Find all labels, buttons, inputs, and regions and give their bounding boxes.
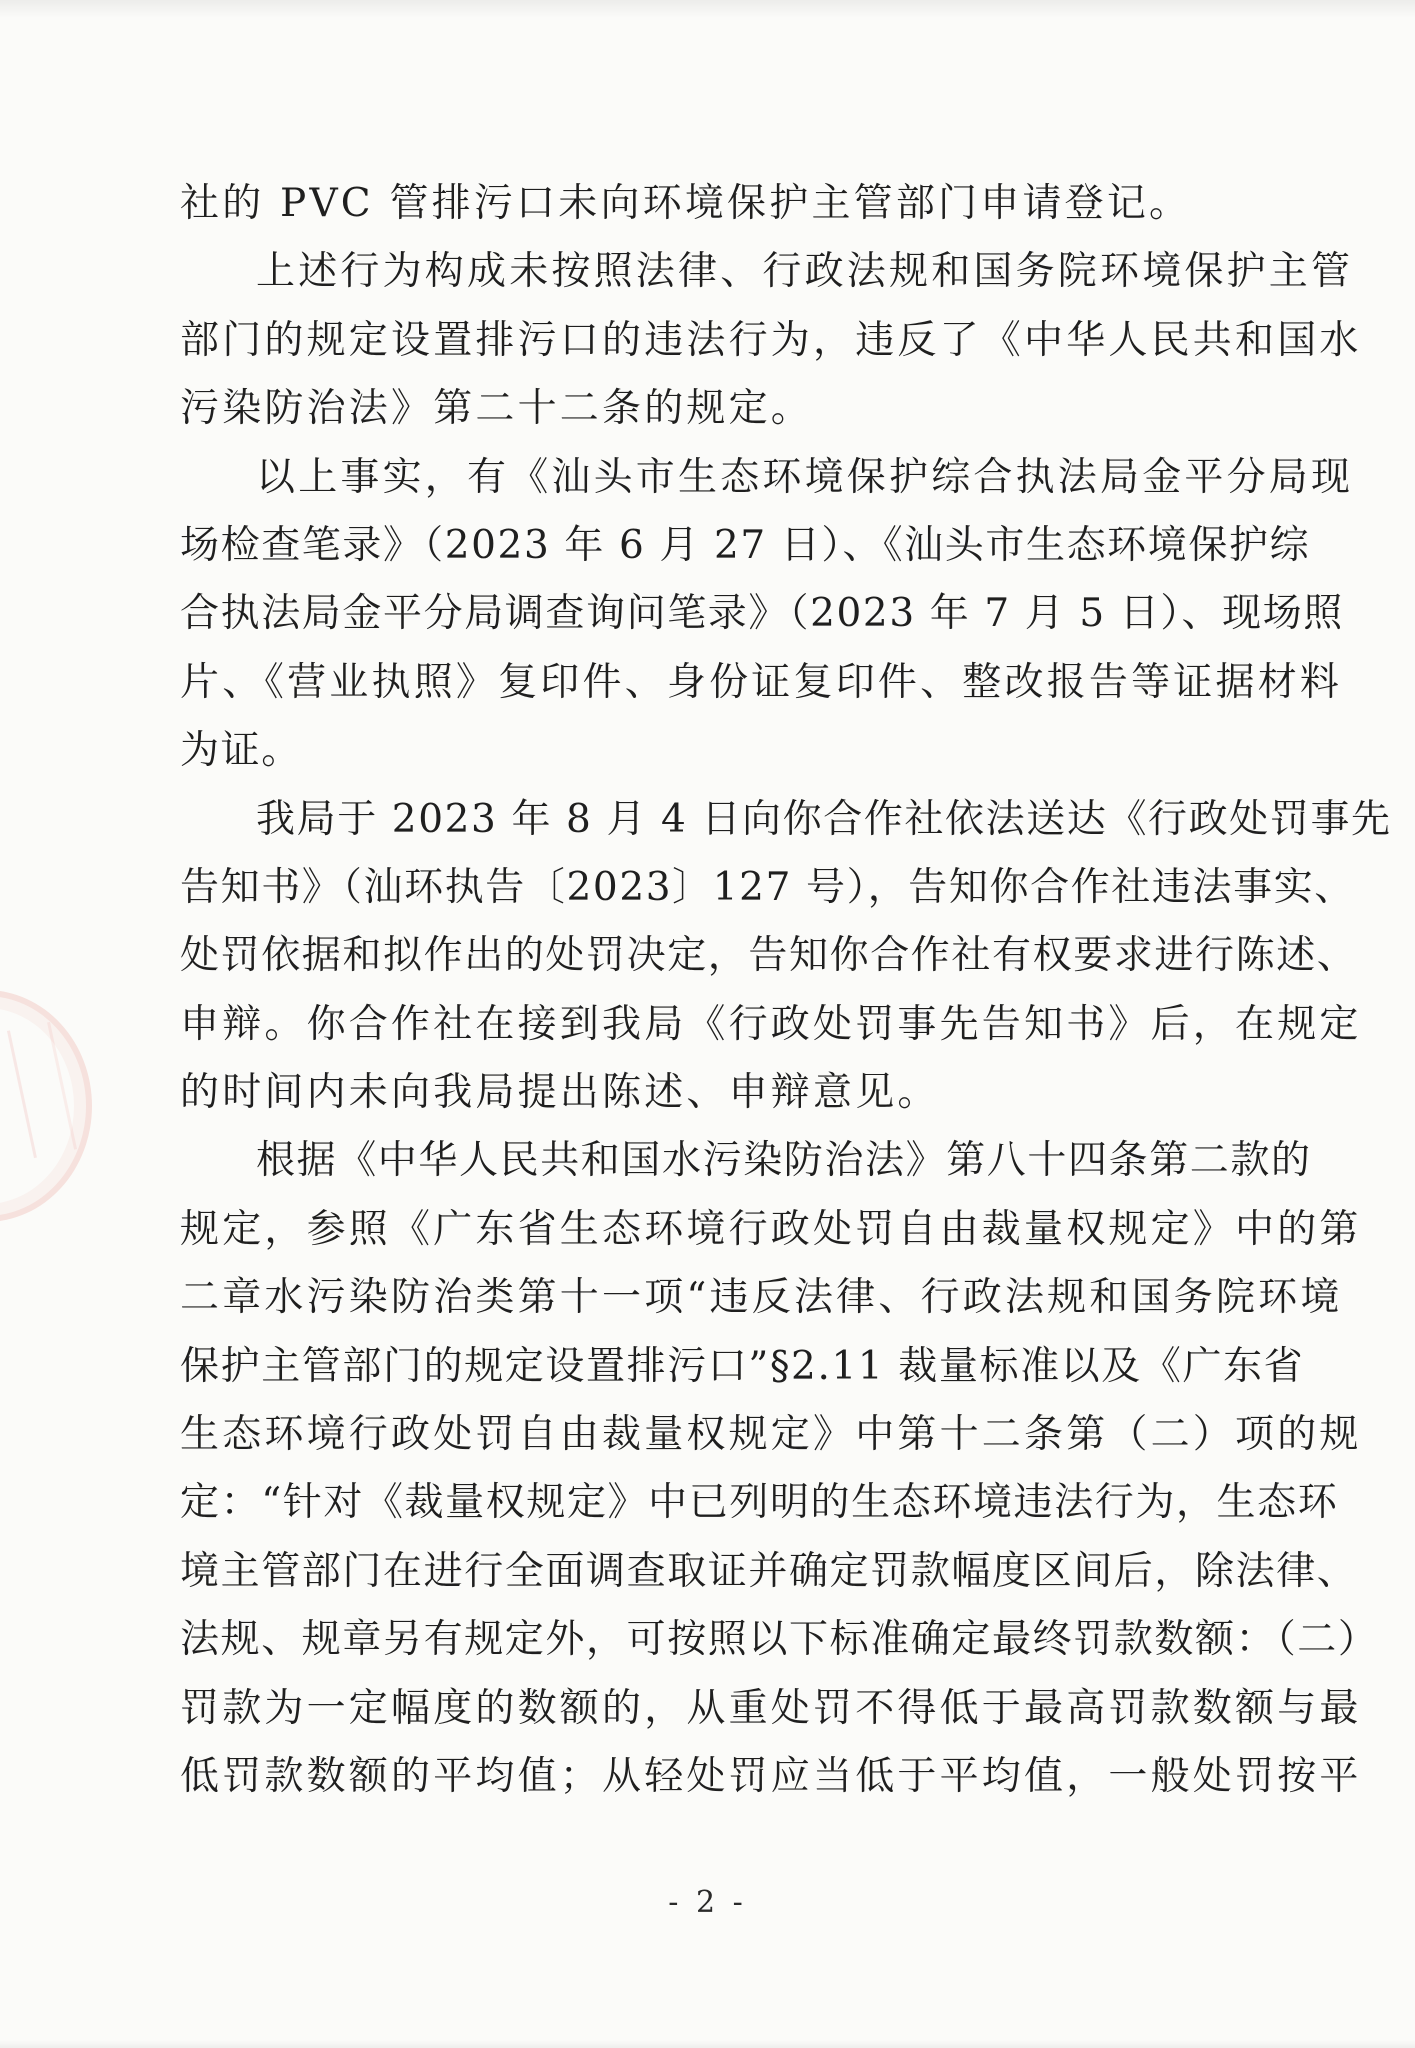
scan-top-shadow	[0, 0, 1415, 18]
body-line: 片、《营业执照》复印件、身份证复印件、整改报告等证据材料	[180, 659, 1343, 705]
body-line: 社的 PVC 管排污口未向环境保护主管部门申请登记。	[180, 181, 1192, 226]
document-body	[180, 170, 1392, 1811]
page-number: - 2 -	[668, 1885, 747, 1920]
body-line: 二章水污染防治类第十一项“违反法律、行政法规和国务院环境	[180, 1275, 1343, 1321]
body-line: 为证。	[180, 728, 302, 774]
body-line: 申辩。你合作社在接到我局《行政处罚事先告知书》后，在规定	[180, 1001, 1362, 1047]
body-line: 上述行为构成未按照法律、行政法规和国务院环境保护主管	[256, 249, 1354, 295]
body-line: 法规、规章另有规定外，可按照以下标准确定最终罚款数额：（二）	[180, 1617, 1379, 1663]
body-line: 根据《中华人民共和国水污染防治法》第八十四条第二款的	[256, 1138, 1312, 1184]
body-line: 合执法局金平分局调查询问笔录》（2023 年 7 月 5 日）、现场照	[180, 591, 1344, 637]
body-line: 污染防治法》第二十二条的规定。	[180, 386, 814, 432]
body-line: 部门的规定设置排污口的违法行为，违反了《中华人民共和国水	[180, 317, 1362, 363]
body-line: 告知书》（汕环执告〔2023〕127 号），告知你合作社违法事实、	[180, 864, 1355, 910]
body-line: 我局于 2023 年 8 月 4 日向你合作社依法送达《行政处罚事先	[256, 796, 1392, 842]
body-line: 罚款为一定幅度的数额的，从重处罚不得低于最高罚款数额与最	[180, 1685, 1362, 1731]
body-line: 规定，参照《广东省生态环境行政处罚自由裁量权规定》中的第	[180, 1206, 1362, 1252]
scan-bottom-shadow	[0, 2040, 1415, 2048]
body-line: 境主管部门在进行全面调查取证并确定罚款幅度区间后，除法律、	[180, 1548, 1358, 1594]
body-line: 场检查笔录》（2023 年 6 月 27 日）、《汕头市生态环境保护综	[180, 522, 1311, 568]
body-line: 定：“针对《裁量权规定》中已列明的生态环境违法行为，生态环	[180, 1480, 1339, 1526]
body-line: 的时间内未向我局提出陈述、申辩意见。	[180, 1070, 940, 1116]
body-line: 处罚依据和拟作出的处罚决定，告知你合作社有权要求进行陈述、	[180, 933, 1358, 979]
body-line: 以上事实，有《汕头市生态环境保护综合执法局金平分局现	[256, 454, 1354, 500]
body-line: 保护主管部门的规定设置排污口”§2.11 裁量标准以及《广东省	[180, 1343, 1305, 1389]
body-line: 低罚款数额的平均值；从轻处罚应当低于平均值，一般处罚按平	[180, 1753, 1362, 1799]
body-line: 生态环境行政处罚自由裁量权规定》中第十二条第（二）项的规	[180, 1412, 1362, 1458]
